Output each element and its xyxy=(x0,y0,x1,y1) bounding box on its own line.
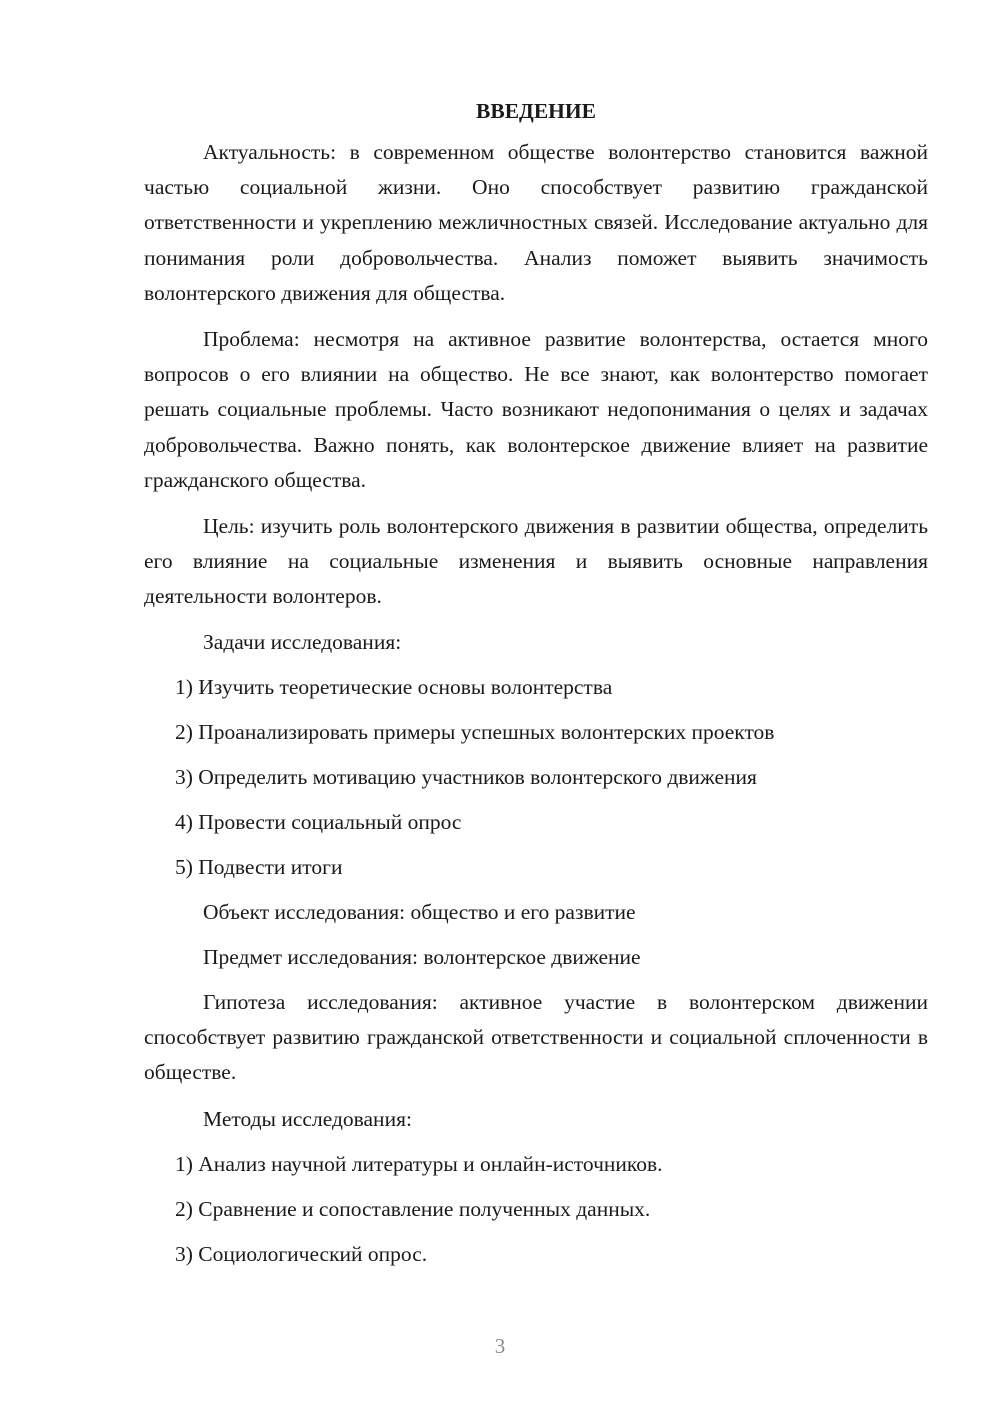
page-number: 3 xyxy=(494,1334,506,1358)
methods-heading: Методы исследования: xyxy=(203,1107,412,1132)
method-item: 3) Социологический опрос. xyxy=(175,1242,428,1267)
goal-paragraph: Цель: изучить роль волонтерского движения в развитии общества, определить его влияние на социальные изменения и выявить основные направления деятельности волонтеров. xyxy=(144,514,928,609)
hypothesis-paragraph: Гипотеза исследования: активное участие в волонтерском движении способствует развитию гражданской ответственности и социальной сплоченности в обществе. xyxy=(144,989,928,1085)
task-item: 1) Изучить теоретические основы волонтерства xyxy=(175,674,613,699)
object-line: Объект исследования: общество и его развитие xyxy=(203,899,636,924)
task-item: 4) Провести социальный опрос xyxy=(175,809,462,834)
subject-line: Предмет исследования: волонтерское движение xyxy=(203,944,641,969)
relevance-paragraph: Актуальность: в современном обществе волонтерство становится важной частью социальной жизни. Оно способствует развитию гражданской ответственности и укреплению межличностных связей. Исследование актуально для понимания роли добровольчества. Анализ поможет выявить значимость волонтерского движения для общества. xyxy=(144,140,928,305)
method-item: 1) Анализ научной литературы и онлайн-источников. xyxy=(175,1152,663,1177)
task-item: 5) Подвести итоги xyxy=(175,854,343,879)
tasks-heading: Задачи исследования: xyxy=(203,629,402,654)
task-item: 2) Проанализировать примеры успешных волонтерских проектов xyxy=(175,719,775,744)
page-content xyxy=(144,94,928,1272)
problem-paragraph: Проблема: несмотря на активное развитие волонтерства, остается много вопросов о его влиянии на общество. Не все знают, как волонтерство помогает решать социальные проблемы. Часто возникают недопонимания о целях и задачах добровольчества. Важно понять, как волонтерское движение влияет на развитие гражданского общества. xyxy=(144,327,928,492)
method-item: 2) Сравнение и сопоставление полученных данных. xyxy=(175,1197,651,1222)
task-item: 3) Определить мотивацию участников волонтерского движения xyxy=(175,764,757,789)
page-title: ВВЕДЕНИЕ xyxy=(476,99,596,123)
